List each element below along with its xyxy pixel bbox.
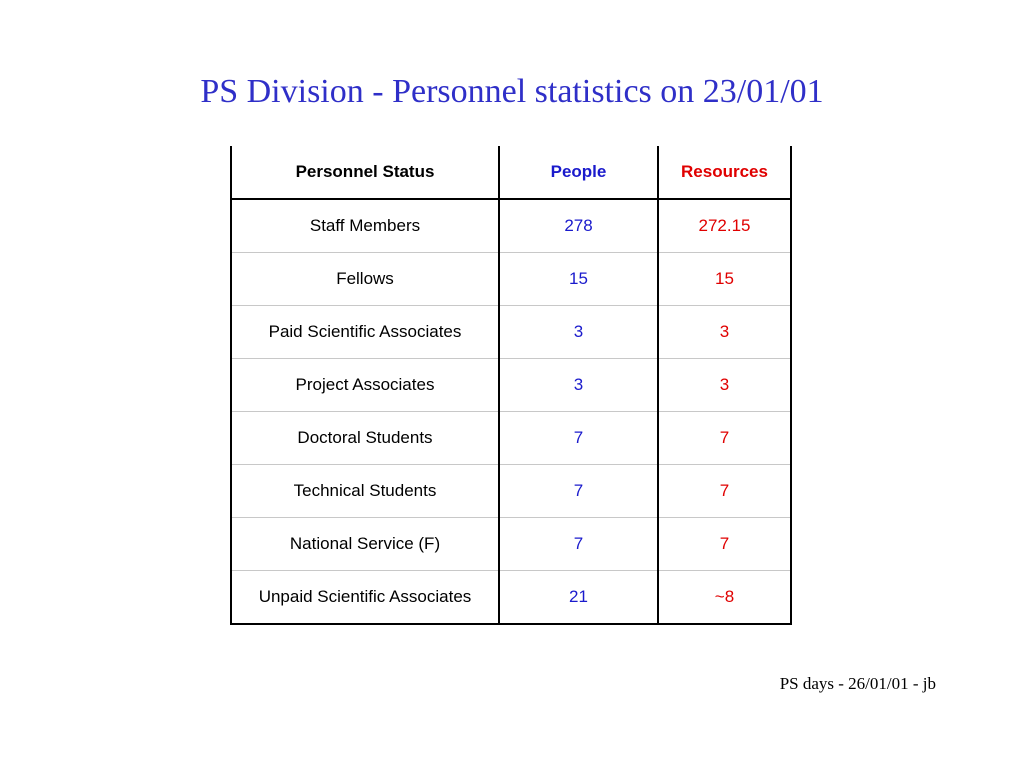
cell-people: 21 [499, 571, 658, 625]
personnel-table [230, 146, 792, 625]
table-row [231, 465, 791, 518]
table-row [231, 571, 791, 625]
cell-resources: 3 [658, 359, 791, 412]
cell-resources: 7 [658, 412, 791, 465]
cell-resources: 3 [658, 306, 791, 359]
cell-resources: 7 [658, 518, 791, 571]
table-header-row [231, 146, 791, 199]
cell-resources: 15 [658, 253, 791, 306]
table-row [231, 518, 791, 571]
cell-status: National Service (F) [231, 518, 499, 571]
slide-title: PS Division - Personnel statistics on 23/01/01 [200, 73, 824, 110]
cell-people: 7 [499, 465, 658, 518]
header-resources: Resources [658, 146, 791, 199]
cell-people: 15 [499, 253, 658, 306]
cell-people: 3 [499, 359, 658, 412]
cell-resources: 272.15 [658, 199, 791, 253]
table-row [231, 199, 791, 253]
cell-people: 7 [499, 412, 658, 465]
table-row [231, 412, 791, 465]
cell-people: 7 [499, 518, 658, 571]
cell-status: Doctoral Students [231, 412, 499, 465]
cell-resources: ~8 [658, 571, 791, 625]
cell-status: Unpaid Scientific Associates [231, 571, 499, 625]
cell-status: Fellows [231, 253, 499, 306]
header-people: People [499, 146, 658, 199]
table-row [231, 306, 791, 359]
cell-status: Staff Members [231, 199, 499, 253]
table-row [231, 359, 791, 412]
header-personnel-status: Personnel Status [231, 146, 499, 199]
cell-status: Project Associates [231, 359, 499, 412]
cell-resources: 7 [658, 465, 791, 518]
cell-status: Paid Scientific Associates [231, 306, 499, 359]
cell-status: Technical Students [231, 465, 499, 518]
slide-footer: PS days - 26/01/01 - jb [779, 674, 936, 693]
cell-people: 278 [499, 199, 658, 253]
table-row [231, 253, 791, 306]
cell-people: 3 [499, 306, 658, 359]
